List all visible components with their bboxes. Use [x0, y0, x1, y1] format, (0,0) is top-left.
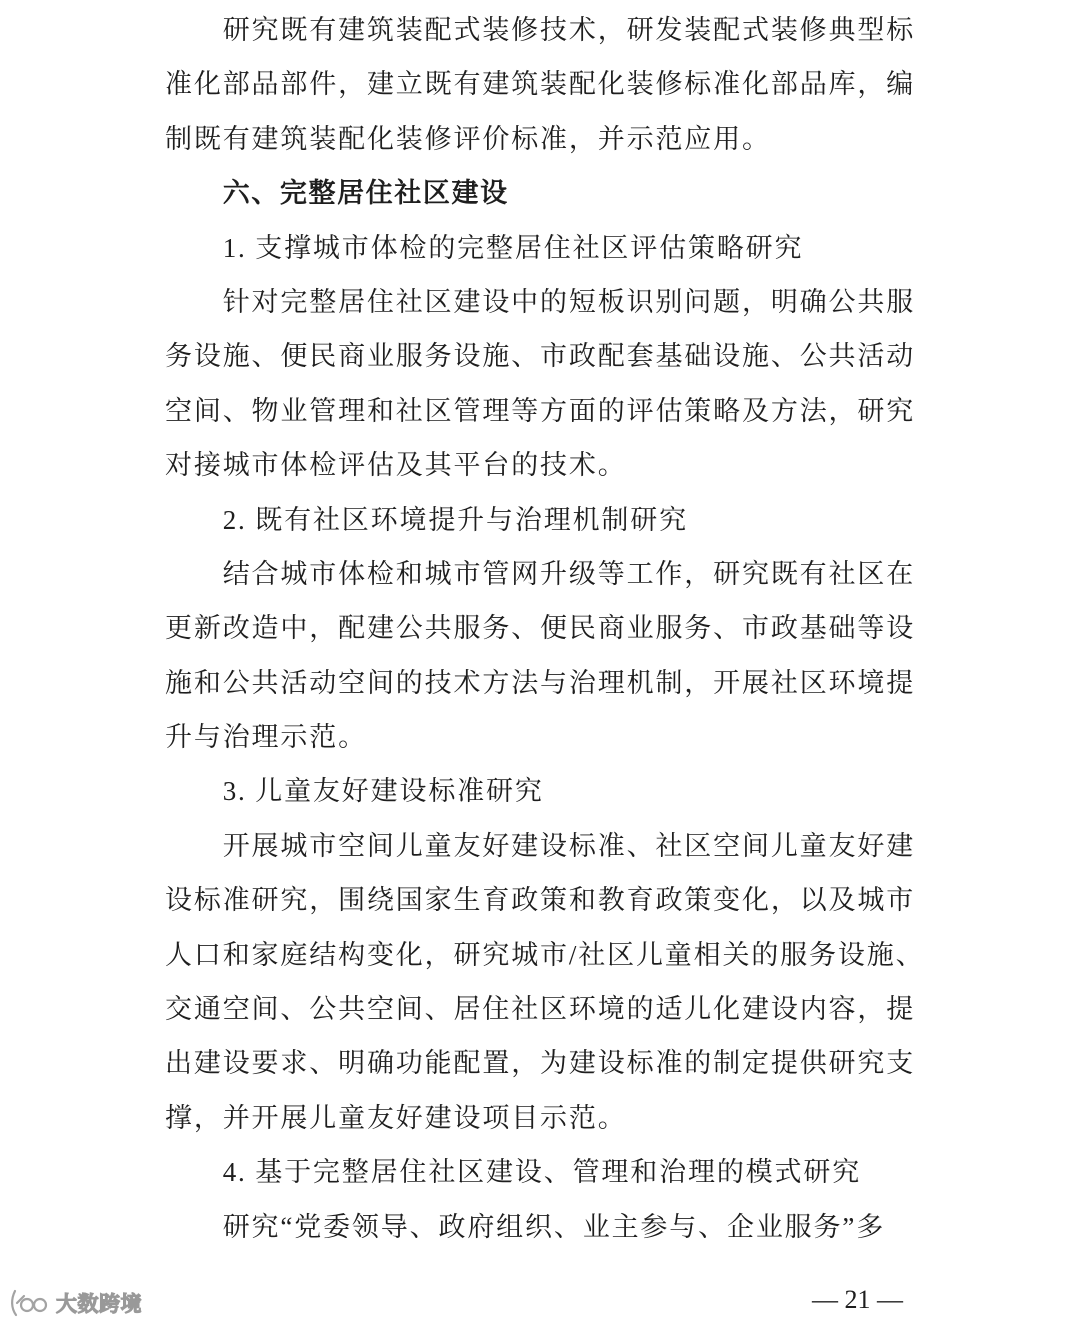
paragraph-continued	[165, 3, 915, 166]
section-item-2	[165, 493, 915, 765]
paragraph-line: 空间、物业管理和社区管理等方面的评估策略及方法，研究	[165, 395, 916, 426]
section-item-4	[165, 1145, 915, 1254]
watermark	[8, 1287, 142, 1319]
paragraph-line: 人口和家庭结构变化，研究城市/社区儿童相关的服务设施、	[165, 939, 925, 970]
item-title: 1. 支撑城市体检的完整居住社区评估策略研究	[222, 232, 804, 263]
item-title: 3. 儿童友好建设标准研究	[222, 776, 544, 807]
watermark-logo-icon	[8, 1288, 52, 1318]
watermark-text: 大数跨境	[56, 1292, 142, 1316]
paragraph-line: 制既有建筑装配化装修评价标准，并示范应用。	[165, 123, 771, 154]
paragraph-line: 升与治理示范。	[165, 722, 367, 753]
paragraph-line: 务设施、便民商业服务设施、市政配套基础设施、公共活动	[165, 341, 916, 372]
page-number: — 21 —	[812, 1285, 903, 1314]
paragraph-line: 出建设要求、明确功能配置，为建设标准的制定提供研究支	[165, 1048, 916, 1079]
paragraph-line: 交通空间、公共空间、居住社区环境的适儿化建设内容，提	[165, 994, 916, 1025]
document-body	[165, 3, 925, 1254]
section-item-1	[165, 221, 915, 493]
paragraph-line: 对接城市体检评估及其平台的技术。	[165, 450, 627, 481]
section-item-3	[165, 764, 925, 1145]
paragraph-line: 准化部品部件，建立既有建筑装配化装修标准化部品库，编	[165, 69, 916, 100]
item-title: 2. 既有社区环境提升与治理机制研究	[222, 504, 688, 535]
paragraph-line: 针对完整居住社区建设中的短板识别问题，明确公共服	[222, 286, 916, 317]
item-title: 4. 基于完整居住社区建设、管理和治理的模式研究	[222, 1157, 862, 1188]
paragraph-line: 撑，并开展儿童友好建设项目示范。	[165, 1102, 627, 1133]
paragraph-line: 更新改造中，配建公共服务、便民商业服务、市政基础等设	[165, 613, 916, 644]
paragraph-line: 开展城市空间儿童友好建设标准、社区空间儿童友好建	[222, 830, 916, 861]
section-heading: 六、完整居住社区建设	[222, 178, 509, 209]
paragraph-line: 结合城市体检和城市管网升级等工作，研究既有社区在	[222, 558, 916, 589]
paragraph-line: 设标准研究，围绕国家生育政策和教育政策变化，以及城市	[165, 885, 916, 916]
paragraph-line: 施和公共活动空间的技术方法与治理机制，开展社区环境提	[165, 667, 916, 698]
paragraph-line: 研究“党委领导、政府组织、业主参与、企业服务”多	[222, 1211, 886, 1242]
paragraph-line: 研究既有建筑装配式装修技术，研发装配式装修典型标	[222, 15, 916, 45]
